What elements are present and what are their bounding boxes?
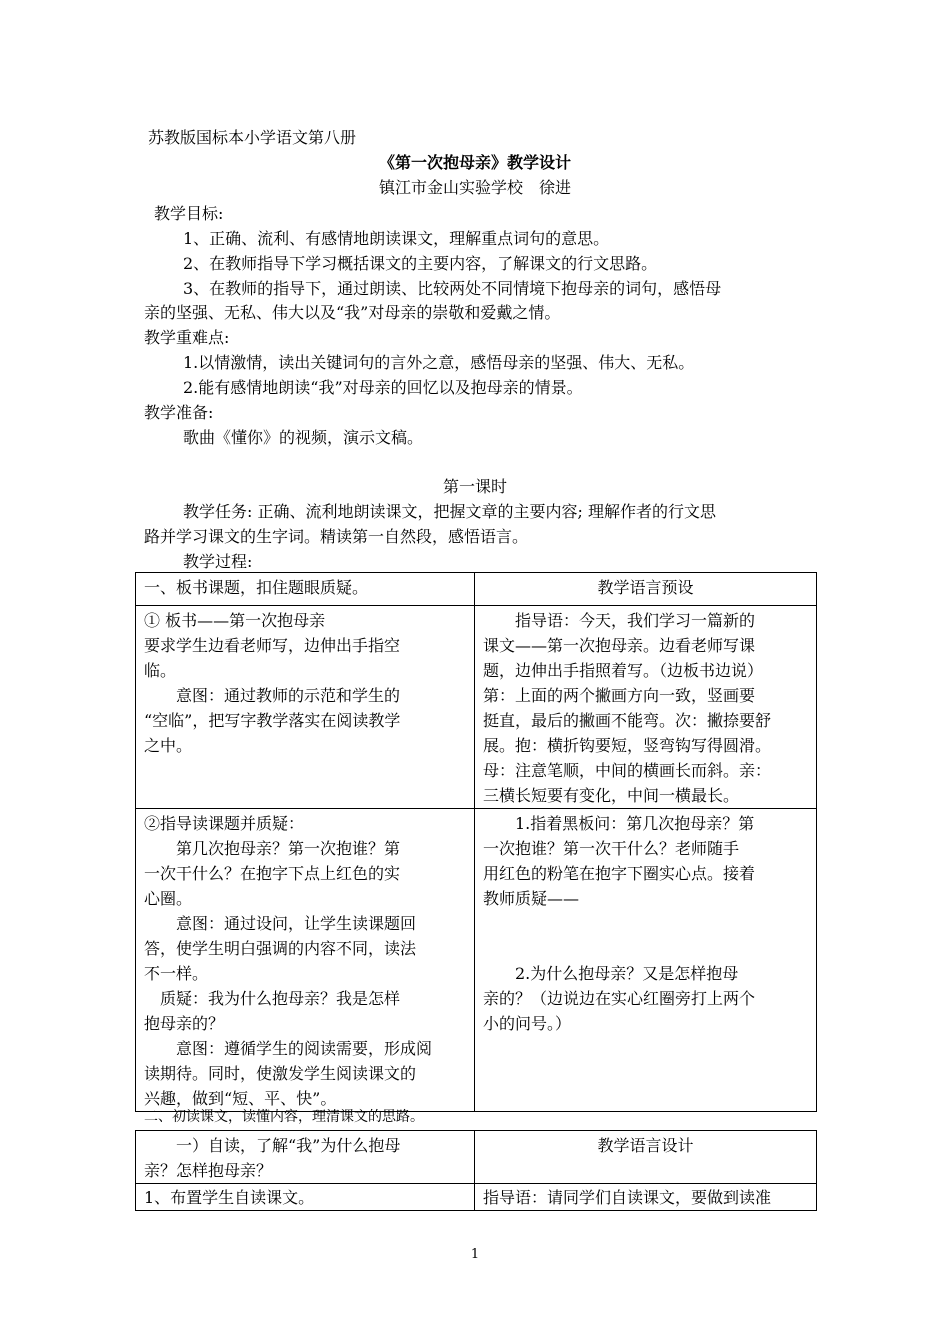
- table-header-right: 教学语言预设: [475, 573, 817, 606]
- cell-line: ① 板书——第一次抱母亲: [144, 611, 326, 630]
- cell-line: 心圈。: [144, 889, 193, 908]
- cell-line: ②指导读课题并质疑：: [144, 814, 305, 833]
- lesson-task: 教学任务: 正确、流利地朗读课文，把握文章的主要内容; 理解作者的行文思: [183, 502, 716, 521]
- cell-line: 临。: [144, 661, 177, 680]
- cell-line: 第：上面的两个撇画方向一致，竖画要: [483, 686, 756, 705]
- lesson-task: 路并学习课文的生字词。精读第一自然段，感悟语言。: [144, 527, 529, 546]
- goals-heading: 教学目标:: [154, 204, 224, 223]
- table-cell: [136, 809, 475, 1112]
- author-line: 镇江市金山实验学校 徐进: [378, 178, 571, 197]
- cell-line: 意图：遵循学生的阅读需要，形成阅: [144, 1039, 433, 1058]
- cell-line: 一次干什么？在抱字下点上红色的实: [144, 864, 401, 883]
- cell-line: 意图：通过设问，让学生读课题回: [144, 914, 417, 933]
- prep-heading: 教学准备:: [144, 403, 214, 422]
- table-header-left: [136, 1131, 475, 1184]
- goal-item: 3、在教师的指导下，通过朗读、比较两处不同情境下抱母亲的词句，感悟母: [183, 279, 722, 298]
- goal-item: 1、正确、流利、有感情地朗读课文，理解重点词句的意思。: [183, 229, 610, 248]
- cell-line: 题，边伸出手指照着写。（边板书边说）: [483, 661, 764, 680]
- cell-line: [483, 911, 808, 936]
- cell-line: 1.指着黑板问：第几次抱母亲？第: [483, 814, 755, 833]
- process-table: [135, 572, 817, 1112]
- document-title: 《第一次抱母亲》教学设计: [378, 153, 571, 172]
- cell-line: 课文——第一次抱母亲。边看老师写课: [483, 636, 756, 655]
- table-header-right: 教学语言设计: [475, 1131, 817, 1184]
- prep-text: 歌曲《懂你》的视频，演示文稿。: [183, 428, 424, 447]
- cell-line: 2.为什么抱母亲？又是怎样抱母: [483, 964, 739, 983]
- goal-item: 2、在教师指导下学习概括课文的主要内容，了解课文的行文思路。: [183, 254, 658, 273]
- table-header-left: 一、板书课题，扣住题眼质疑。: [136, 573, 475, 606]
- keypoint-item: 1.以情激情，读出关键词句的言外之意，感悟母亲的坚强、伟大、无私。: [183, 353, 695, 372]
- cell-line: 展。抱：横折钩要短，竖弯钩写得圆滑。: [483, 736, 772, 755]
- cell-line: 第几次抱母亲？第一次抱谁？第: [144, 839, 401, 858]
- page-number: 1: [470, 1247, 480, 1262]
- cell-line: 亲？怎样抱母亲？: [144, 1161, 273, 1180]
- cell-line: 不一样。: [144, 964, 209, 983]
- table-cell: [475, 606, 817, 809]
- table-cell: 1、布置学生自读课文。: [136, 1184, 475, 1211]
- cell-line: 亲的？（边说边在实心红圈旁打上两个: [483, 989, 756, 1008]
- cell-line: 答，使学生明白强调的内容不同，读法: [144, 939, 417, 958]
- reading-table: [135, 1130, 817, 1211]
- keypoints-heading: 教学重难点:: [144, 328, 230, 347]
- cell-line: “空临”，把写字教学落实在阅读教学: [144, 711, 401, 730]
- cell-line: [483, 936, 808, 961]
- cell-line: 指导语：今天，我们学习一篇新的: [483, 611, 756, 630]
- cell-line: 之中。: [144, 736, 193, 755]
- process-heading: 教学过程:: [183, 552, 253, 571]
- cell-line: 抱母亲的？: [144, 1014, 225, 1033]
- cell-line: 教师质疑——: [483, 889, 580, 908]
- cell-line: 质疑：我为什么抱母亲？我是怎样: [144, 989, 401, 1008]
- cell-line: 挺直，最后的撇画不能弯。次：撇捺要舒: [483, 711, 772, 730]
- table-cell: 指导语：请同学们自读课文，要做到读准: [475, 1184, 817, 1211]
- cell-line: 意图：通过教师的示范和学生的: [144, 686, 401, 705]
- cell-line: 一次抱谁？第一次干什么？老师随手: [483, 839, 740, 858]
- cell-line: 小的问号。）: [483, 1014, 572, 1033]
- cell-line: 兴趣，做到“短、平、快”。: [144, 1089, 337, 1108]
- table-cell: [475, 809, 817, 1112]
- section-heading: 二、初读课文，读懂内容，理清课文的思路。: [144, 1109, 424, 1125]
- goal-item: 亲的坚强、无私、伟大以及“我”对母亲的崇敬和爱戴之情。: [144, 303, 561, 322]
- cell-line: 母：注意笔顺，中间的横画长而斜。亲：: [483, 761, 772, 780]
- keypoint-item: 2.能有感情地朗读“我”对母亲的回忆以及抱母亲的情景。: [183, 378, 583, 397]
- cell-line: 用红色的粉笔在抱字下圈实心点。接着: [483, 864, 756, 883]
- cell-line: 一）自读，了解“我”为什么抱母: [144, 1136, 401, 1155]
- cell-line: 三横长短要有变化，中间一横最长。: [483, 786, 740, 805]
- series-label: 苏教版国标本小学语文第八册: [148, 128, 357, 147]
- cell-line: 读期待。同时，使激发学生阅读课文的: [144, 1064, 417, 1083]
- lesson-heading: 第一课时: [442, 477, 507, 496]
- table-cell: [136, 606, 475, 809]
- cell-line: 要求学生边看老师写，边伸出手指空: [144, 636, 401, 655]
